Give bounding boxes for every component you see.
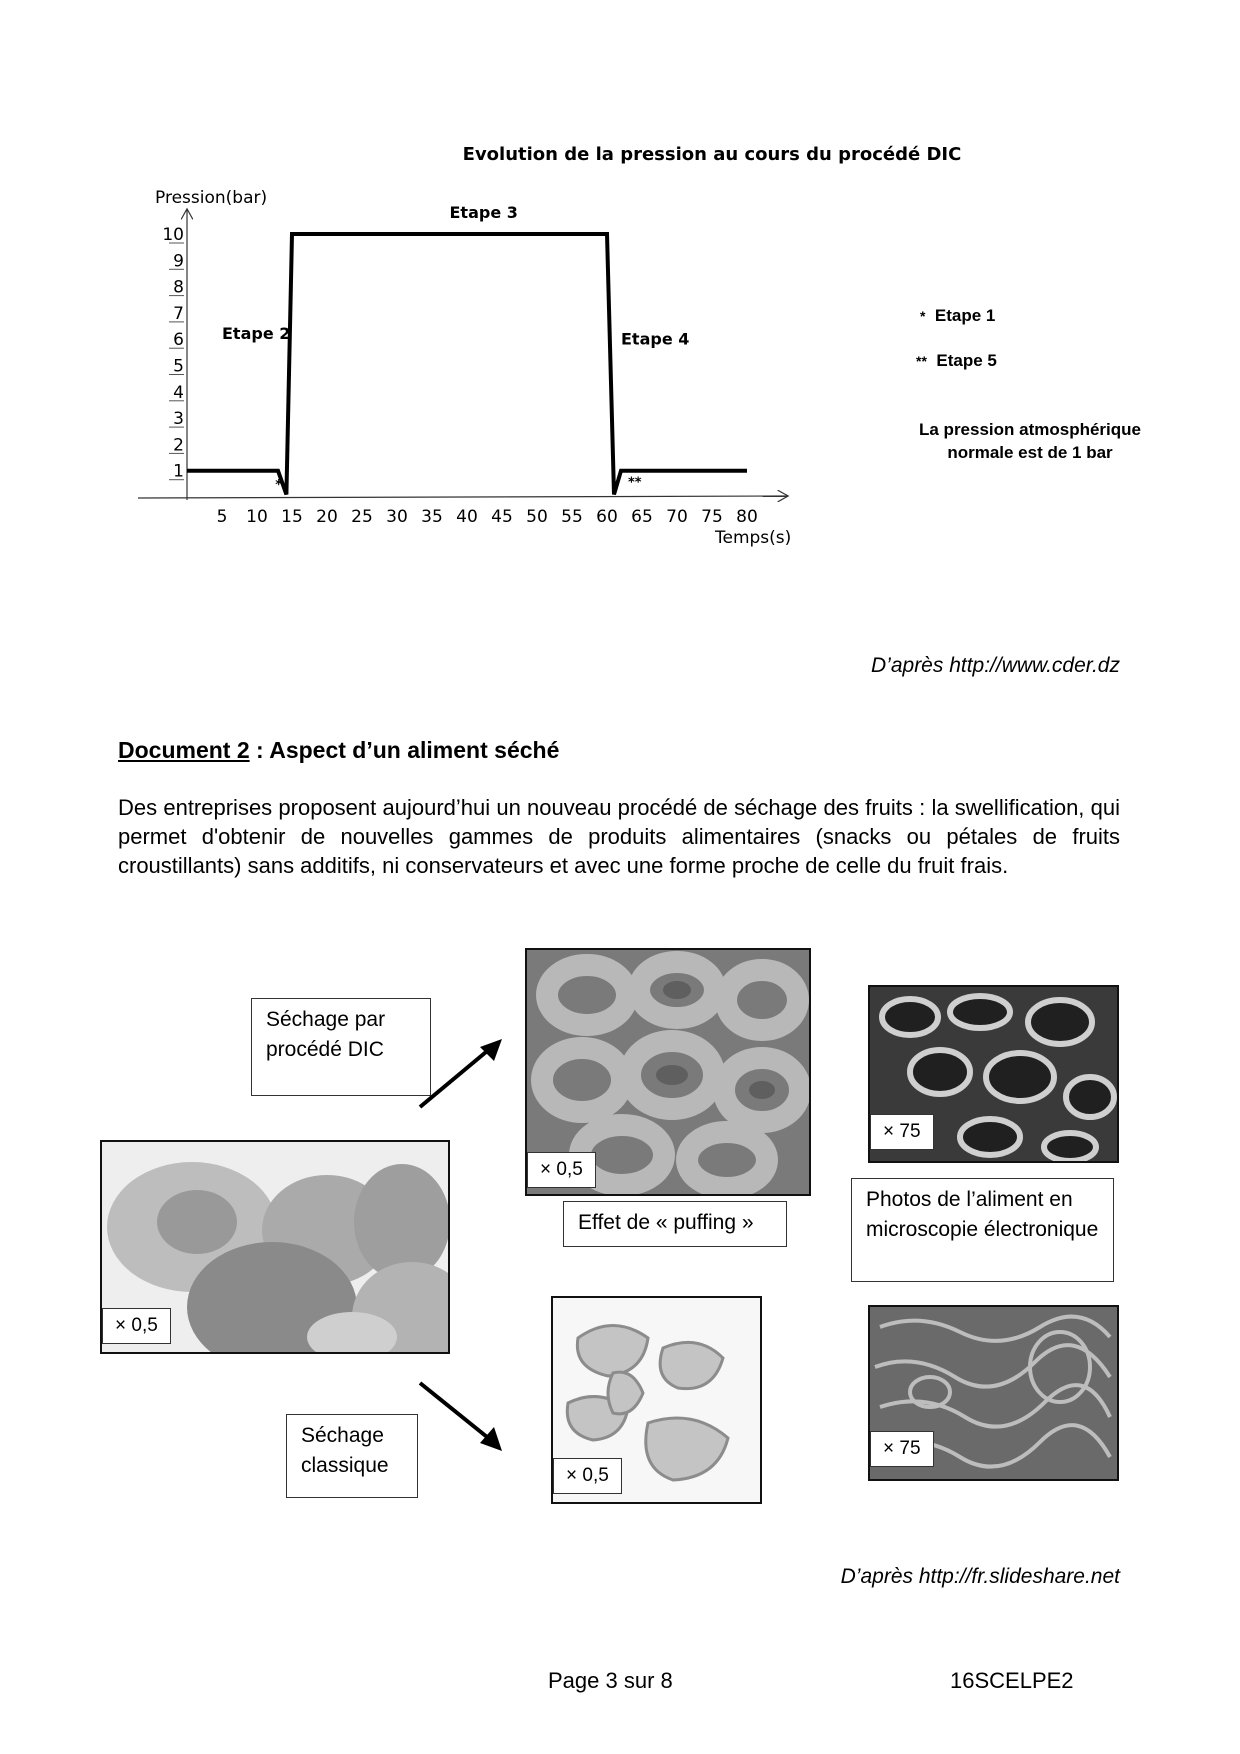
x-tick-label: 50	[526, 507, 548, 527]
x-tick-label: 60	[596, 507, 618, 527]
micro-photo-dic	[868, 985, 1119, 1163]
y-tick-label: 2	[173, 435, 184, 456]
x-tick-label: 75	[701, 507, 723, 527]
x-tick-label: 20	[316, 507, 338, 527]
source-cder: D’après http://www.cder.dz	[871, 654, 1120, 677]
y-tick-label: 10	[162, 225, 184, 245]
page-number: Page 3 sur 8	[548, 1668, 673, 1693]
fresh-apricot-photo	[100, 1140, 450, 1354]
legend-etape5	[916, 351, 997, 371]
x-tick-label: 40	[456, 507, 478, 527]
y-tick-label: 5	[173, 356, 184, 377]
legend-note-line1: La pression atmosphérique	[919, 420, 1141, 439]
legend-star1-symbol: *	[920, 308, 926, 324]
x-tick-label: 45	[491, 507, 513, 527]
scale-fresh: × 0,5	[102, 1308, 171, 1344]
chart-step-annotation: Etape 2	[222, 324, 291, 344]
y-tick-label: 1	[173, 461, 184, 482]
legend-etape1	[920, 306, 995, 326]
chart-title: Evolution de la pression au cours du procédé DIC	[462, 144, 962, 165]
legend-star2-label: Etape 5	[936, 351, 997, 370]
document-code: 16SCELPE2	[950, 1668, 1074, 1693]
document2-paragraph: Des entreprises proposent aujourd’hui un nouveau procédé de séchage des fruits : la swellification, qui permet d'obtenir de nouvelles gammes de produits alimentaires (snacks ou pétales de fruits croustillants) sans additifs, ni conservateurs et avec une forme proche de celle du fruit frais.	[118, 795, 1120, 878]
classic-dried-photo	[551, 1296, 762, 1504]
label-box-dic: Séchage par procédé DIC	[251, 998, 431, 1096]
scale-dic: × 0,5	[527, 1152, 596, 1188]
chart-step-annotation: Etape 3	[449, 203, 518, 223]
micro-photo-classic	[868, 1305, 1119, 1481]
pressure-series-line	[187, 234, 747, 494]
scale-micro-top: × 75	[870, 1114, 934, 1150]
x-axis-label: Temps(s)	[715, 528, 792, 548]
x-tick-label: 5	[216, 507, 228, 527]
document2-title: : Aspect d’un aliment séché	[249, 737, 560, 763]
document2-heading	[118, 737, 559, 764]
legend-note-line2: normale est de 1 bar	[947, 443, 1113, 462]
dic-dried-photo	[525, 948, 811, 1196]
x-tick-label: 15	[281, 507, 303, 527]
legend-star2-symbol: **	[916, 353, 927, 369]
y-axis-label: Pression(bar)	[155, 188, 268, 208]
arrow-to-dic-icon	[410, 1035, 510, 1115]
x-tick-label: 30	[386, 507, 408, 527]
x-tick-label: 25	[351, 507, 373, 527]
label-box-microscopy: Photos de l’aliment en microscopie électronique	[851, 1178, 1114, 1282]
scale-micro-bottom: × 75	[870, 1431, 934, 1467]
label-box-puffing: Effet de « puffing »	[563, 1201, 787, 1247]
y-tick-label: 4	[173, 382, 184, 403]
chart-step-annotation: Etape 4	[621, 329, 690, 349]
chart-marker-annotation: **	[628, 475, 642, 491]
y-tick-label: 3	[173, 409, 184, 430]
label-box-classic: Séchage classique	[286, 1414, 418, 1498]
source-slideshare: D’après http://fr.slideshare.net	[840, 1565, 1120, 1588]
arrow-to-classic-icon	[410, 1375, 510, 1455]
y-tick-label: 7	[173, 303, 184, 324]
x-tick-label: 35	[421, 507, 443, 527]
chart-marker-annotation: *	[275, 478, 283, 494]
x-tick-label: 80	[736, 507, 758, 527]
legend-note	[900, 418, 1160, 464]
document2-label: Document 2	[118, 737, 250, 763]
x-axis	[138, 496, 787, 498]
legend-star1-label: Etape 1	[934, 306, 996, 325]
x-tick-label: 65	[631, 507, 653, 527]
y-tick-label: 9	[173, 251, 184, 272]
x-tick-label: 10	[246, 507, 268, 527]
y-tick-label: 8	[173, 277, 184, 298]
scale-classic: × 0,5	[553, 1458, 622, 1494]
x-tick-label: 55	[561, 507, 583, 527]
y-tick-label: 6	[173, 330, 184, 351]
x-tick-label: 70	[666, 507, 688, 527]
pressure-chart	[150, 140, 1150, 620]
